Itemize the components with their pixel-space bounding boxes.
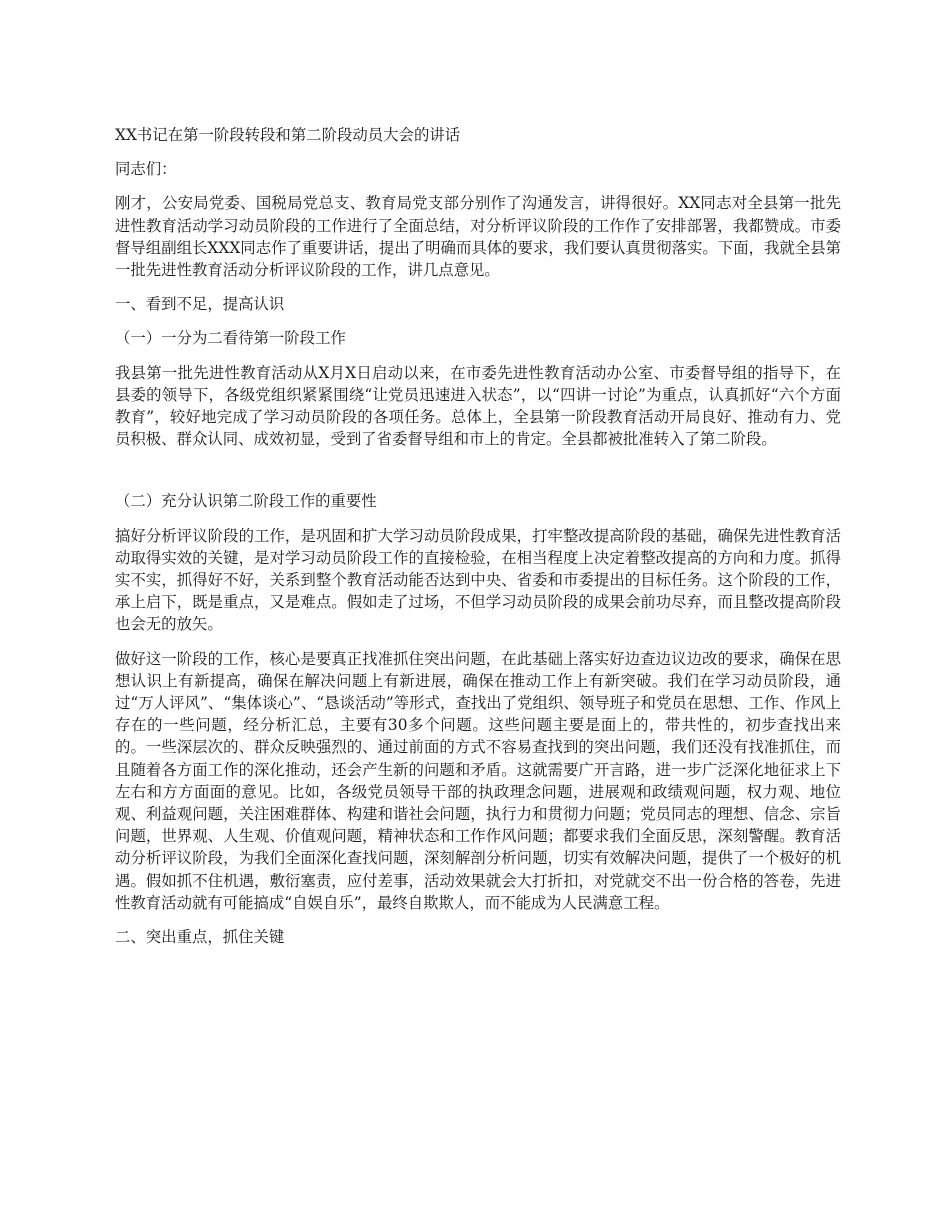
paragraph-first-stage-review: 我县第一批先进性教育活动从X月X日启动以来，在市委先进性教育活动办公室、市委督导组的指导下，在县委的领导下，各级党组织紧紧围绕“让党员迅速进入状态”，以“四讲一讨论”为重点，认真抓好“六个方面教育”，较好地完成了学习动员阶段的各项任务。总体上，全县第一阶段教育活动开局良好、推动有力、党员积极、群众认同、成效初显，受到了省委督导组和市上的肯定。全县都被批准转入了第二阶段。: [115, 363, 841, 449]
paragraph-second-stage-importance: 搞好分析评议阶段的工作，是巩固和扩大学习动员阶段成果，打牢整改提高阶段的基础，确保先进性教育活动取得实效的关键，是对学习动员阶段工作的直接检验，在相当程度上决定着整改提高的方向和力度。抓得实不实，抓得好不好，关系到整个教育活动能否达到中央、省委和市委提出的目标任务。这个阶段的工作，承上启下，既是重点，又是难点。假如走了过场，不但学习动员阶段的成果会前功尽弃，而且整改提高阶段也会无的放矢。: [115, 526, 841, 634]
paragraph-core-tasks: 做好这一阶段的工作，核心是要真正找准抓住突出问题，在此基础上落实好边查边议边改的要求，确保在思想认识上有新提高，确保在解决问题上有新进展，确保在推动工作上有新突破。我们在学习动员阶段，通过“万人评风”、“集体谈心”、“恳谈活动”等形式，查找出了党组织、领导班子和党员在思想、工作、作风上存在的一些问题，经分析汇总，主要有30多个问题。这些问题主要是面上的，带共性的，初步查找出来的。一些深层次的、群众反映强烈的、通过前面的方式不容易查找到的突出问题，我们还没有找准抓住，而且随着各方面工作的深化推动，还会产生新的问题和矛盾。这就需要广开言路，进一步广泛深化地征求上下左右和方方面面的意见。比如，各级党员领导干部的执政理念问题，进展观和政绩观问题，权力观、地位观、利益观问题，关注困难群体、构建和谐社会问题，执行力和贯彻力问题；党员同志的理想、信念、宗旨问题，世界观、人生观、价值观问题，精神状态和工作作风问题；都要求我们全面反思，深刻警醒。教育活动分析评议阶段，为我们全面深化查找问题，深刻解剖分析问题，切实有效解决问题，提供了一个极好的机遇。假如抓不住机遇，敷衍塞责，应付差事，活动效果就会大打折扣，对党就交不出一份合格的答卷，先进性教育活动就有可能搞成“自娱自乐”，最终自欺欺人，而不能成为人民满意工程。: [115, 649, 841, 912]
section-heading-2: 二、突出重点，抓住关键: [115, 928, 285, 947]
document-title: XX书记在第一阶段转段和第二阶段动员大会的讲话: [115, 126, 461, 144]
salutation: 同志们：: [115, 160, 177, 179]
subsection-heading-1-2: （二）充分认识第二阶段工作的重要性: [115, 492, 377, 511]
subsection-heading-1-1: （一）一分为二看待第一阶段工作: [115, 329, 346, 348]
paragraph-opening: 刚才，公安局党委、国税局党总支、教育局党支部分别作了沟通发言，讲得很好。XX同志对全县第一批先进性教育活动学习动员阶段的工作进行了全面总结，对分析评议阶段的工作作了安排部署，我都赞成。市委督导组副组长XXX同志作了重要讲话，提出了明确而具体的要求，我们要认真贯彻落实。下面，我就全县第一批先进性教育活动分析评议阶段的工作，讲几点意见。: [115, 194, 841, 280]
section-heading-1: 一、看到不足，提高认识: [115, 295, 285, 314]
document-body: [115, 124, 841, 960]
